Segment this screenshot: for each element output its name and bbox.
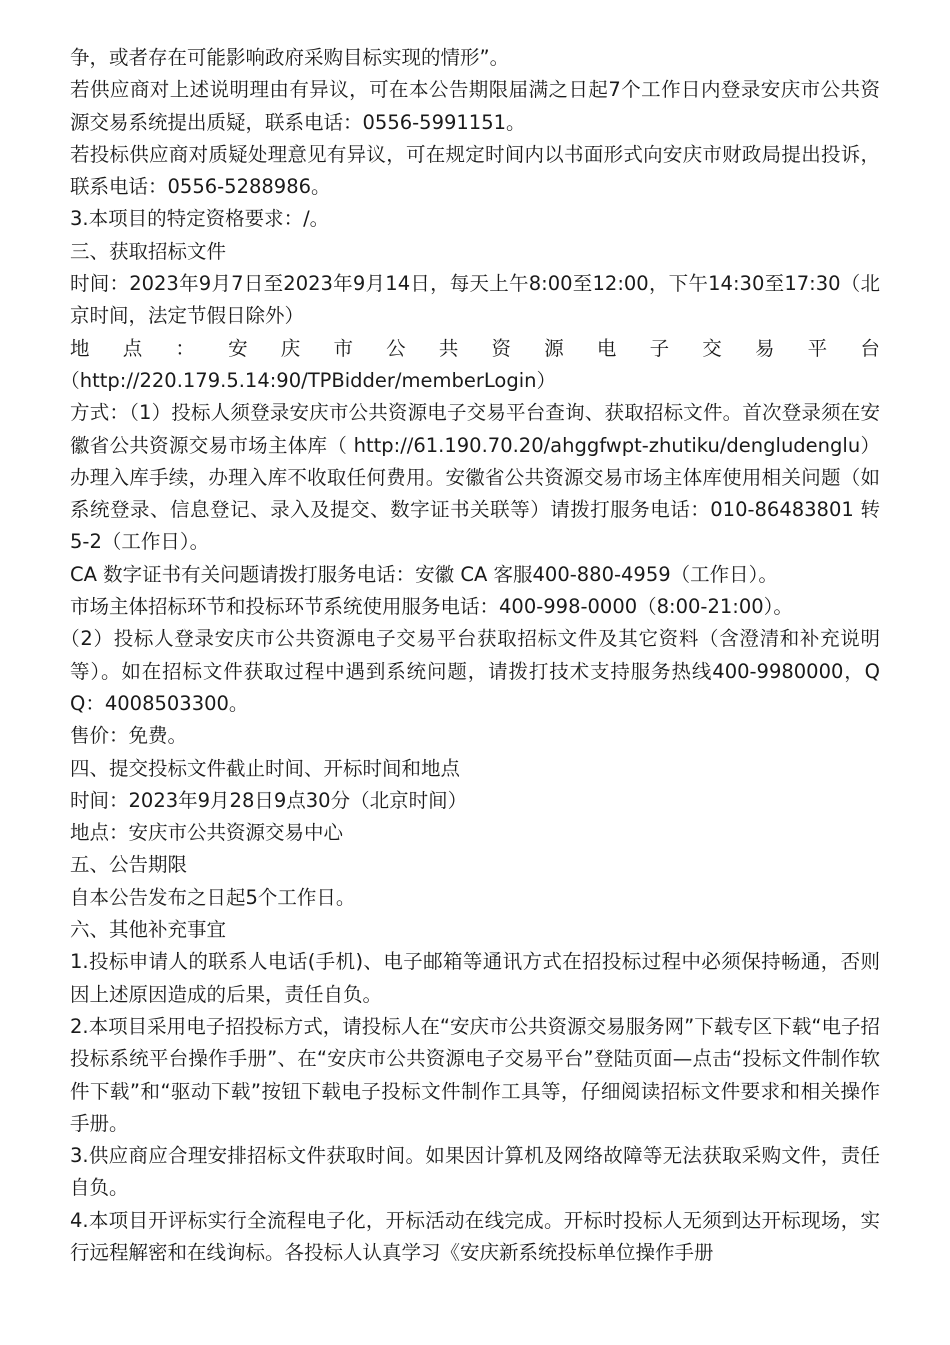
location-char: 平: [807, 336, 828, 360]
paragraph-obtain-method: 方式：（1）投标人须登录安庆市公共资源电子交易平台查询、获取招标文件。首次登录须在安徽省公共资源交易市场主体库（ http://61.190.70.20/ahggfwpt-zhutiku/dengludenglu）办理入库手续，办理入库不收取任何费用。安徽省公共资源交易市场主体库使用相关问题（如系统登录、信息登记、录入及提交、数字证书关联等）请拨打服务电话：010-86483801 转 5-2（工作日）。: [70, 401, 880, 554]
paragraph-objection-inquiry: 若供应商对上述说明理由有异议，可在本公告期限届满之日起7个工作日内登录安庆市公共资源交易系统提出质疑，联系电话：0556-5991151。: [70, 78, 880, 134]
paragraph-supplementary-3: 3.供应商应合理安排招标文件获取时间。如果因计算机及网络故障等无法获取采购文件，责任自负。: [70, 1144, 880, 1200]
location-char: 市: [333, 336, 353, 360]
location-char: 安: [228, 336, 248, 360]
paragraph-obtain-method-2: （2）投标人登录安庆市公共资源电子交易平台获取招标文件及其它资料（含澄清和补充说明等）。如在招标文件获取过程中遇到系统问题，请拨打技术支持服务热线400-9980000，QQ：4008503300。: [60, 627, 880, 715]
location-char: 地: [70, 336, 90, 360]
location-char: 公: [386, 336, 406, 360]
location-char: ：: [175, 336, 195, 360]
paragraph-price: 售价：免费。: [70, 724, 188, 748]
paragraph-supplementary-4: 4.本项目开评标实行全流程电子化，开标活动在线完成。开标时投标人无须到达开标现场，实行远程解密和在线询标。各投标人认真学习《安庆新系统投标单位操作手册: [70, 1208, 880, 1264]
paragraph-supplementary-2: 2.本项目采用电子招投标方式，请投标人在“安庆市公共资源交易服务网”下载专区下载“电子招投标系统平台操作手册”、在“安庆市公共资源电子交易平台”登陆页面—点击“投标文件制作软件下载”和“驱动下载”按钮下载电子投标文件制作工具等，仔细阅读招标文件要求和相关操作手册。: [70, 1014, 880, 1135]
location-char: 点: [122, 336, 143, 360]
section-heading-obtain-documents: 三、获取招标文件: [70, 239, 227, 263]
paragraph-system-support: 市场主体招标环节和投标环节系统使用服务电话：400-998-0000（8:00-21:00）。: [70, 595, 793, 619]
section-heading-submission: 四、提交投标文件截止时间、开标时间和地点: [70, 756, 461, 780]
location-char: 交: [702, 336, 722, 360]
paragraph-challenge-tail: 争，或者存在可能影响政府采购目标实现的情形”。: [70, 46, 510, 69]
paragraph-objection-complaint: 若投标供应商对质疑处理意见有异议，可在规定时间内以书面形式向安庆市财政局提出投诉，联系电话：0556-5288986。: [70, 142, 880, 199]
location-char: 资: [491, 336, 512, 360]
paragraph-specific-qualification: 3.本项目的特定资格要求：/。: [70, 207, 330, 231]
location-char: 易: [754, 336, 775, 360]
location-url: （http://220.179.5.14:90/TPBidder/memberLogin）: [60, 368, 556, 392]
location-char: 电: [596, 336, 617, 360]
paragraph-submission-time: 时间：2023年9月28日9点30分（北京时间）: [70, 788, 468, 812]
location-char: 源: [544, 336, 564, 360]
paragraph-ca-support: CA 数字证书有关问题请拨打服务电话：安徽 CA 客服400-880-4959（工作日）。: [70, 562, 778, 586]
paragraph-announcement-period: 自本公告发布之日起5个工作日。: [70, 885, 356, 909]
paragraph-obtain-time: 时间：2023年9月7日至2023年9月14日，每天上午8:00至12:00，下午14:30至17:30（北京时间，法定节假日除外）: [70, 272, 880, 328]
location-line: [70, 333, 880, 365]
paragraph-supplementary-1: 1.投标申请人的联系人电话(手机)、电子邮箱等通讯方式在招投标过程中必须保持畅通，否则因上述原因造成的后果，责任自负。: [70, 950, 880, 1006]
paragraph-submission-location: 地点：安庆市公共资源交易中心: [70, 821, 344, 845]
location-char: 台: [860, 336, 880, 360]
document-page: [60, 42, 880, 1269]
section-heading-supplementary: 六、其他补充事宜: [70, 918, 227, 942]
section-heading-announcement-period: 五、公告期限: [70, 853, 188, 877]
location-char: 共: [438, 336, 459, 360]
location-char: 子: [649, 336, 670, 360]
location-char: 庆: [280, 336, 301, 360]
